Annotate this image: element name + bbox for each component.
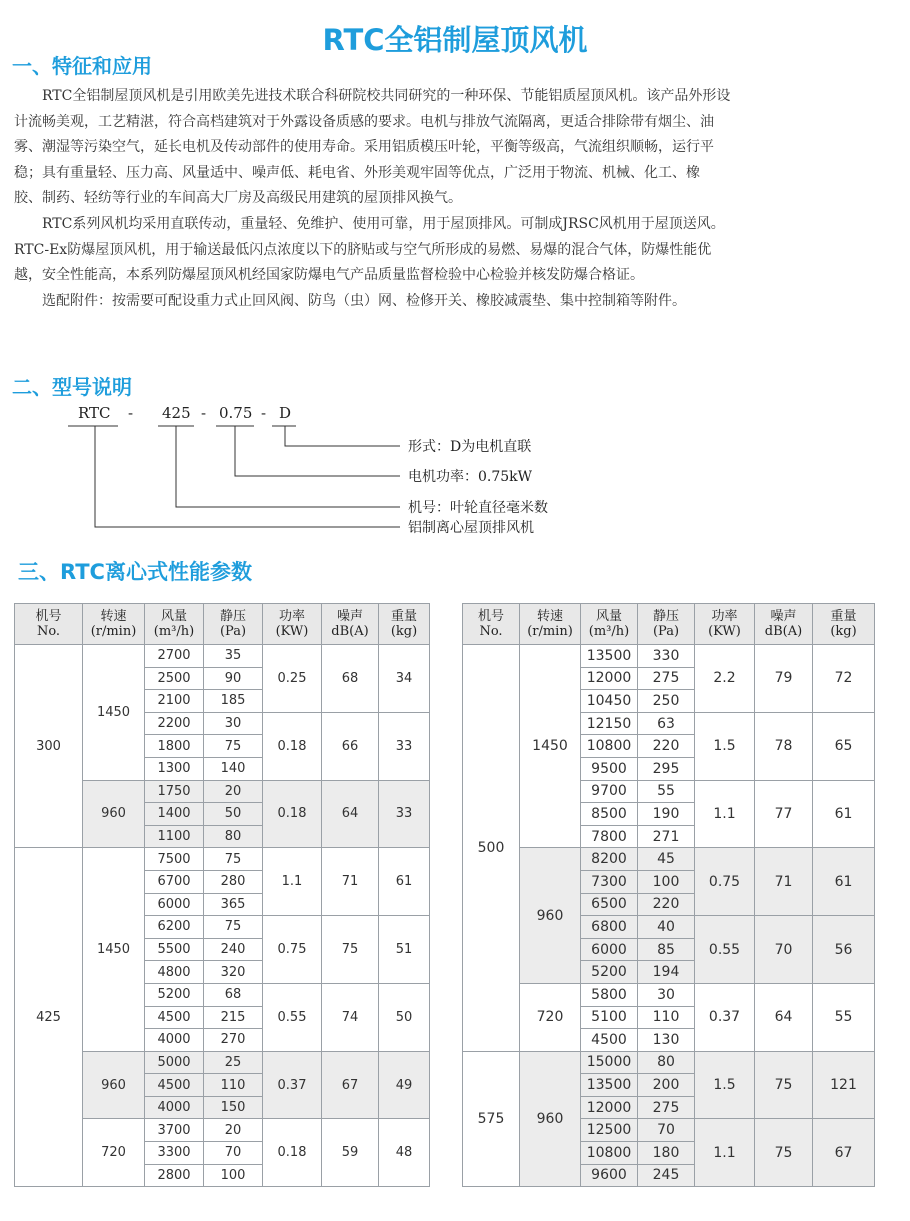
header-noise: 噪声 dB(A) [322, 604, 379, 645]
air-volume-cell: 1800 [145, 735, 204, 758]
intro-line: RTC全铝制屋顶风机是引用欧美先进技术联合科研院校共同研究的一种环保、节能铝质屋顶风机。该产品外形设 [42, 88, 731, 104]
model-desc-type: 铝制离心屋顶排风机 [408, 520, 534, 536]
speed-cell: 960 [520, 848, 581, 984]
power-cell: 1.5 [695, 712, 755, 780]
weight-cell: 55 [813, 983, 875, 1051]
static-pressure-cell: 40 [638, 916, 695, 939]
header-static-pressure: 静压 (Pa) [204, 604, 263, 645]
air-volume-cell: 1750 [145, 780, 204, 803]
static-pressure-cell: 110 [638, 1006, 695, 1029]
model-desc-form: 形式：D为电机直联 [408, 439, 532, 455]
static-pressure-cell: 25 [204, 1051, 263, 1074]
weight-cell: 67 [813, 1119, 875, 1187]
static-pressure-cell: 270 [204, 1029, 263, 1052]
speed-cell: 720 [83, 1119, 145, 1187]
header-air-volume: 风量 (m³/h) [145, 604, 204, 645]
air-volume-cell: 1100 [145, 825, 204, 848]
table-row [15, 848, 430, 871]
speed-cell: 1450 [520, 645, 581, 848]
air-volume-cell: 6800 [581, 916, 638, 939]
weight-cell: 34 [379, 645, 430, 713]
static-pressure-cell: 20 [204, 780, 263, 803]
static-pressure-cell: 35 [204, 645, 263, 668]
section-model-heading: 二、型号说明 [12, 375, 132, 399]
air-volume-cell: 4500 [145, 1074, 204, 1097]
air-volume-cell: 2100 [145, 690, 204, 713]
header-weight: 重量 (kg) [379, 604, 430, 645]
static-pressure-cell: 365 [204, 893, 263, 916]
static-pressure-cell: 320 [204, 961, 263, 984]
noise-cell: 79 [755, 645, 813, 713]
air-volume-cell: 5800 [581, 983, 638, 1006]
header-noise: 噪声 dB(A) [755, 604, 813, 645]
static-pressure-cell: 50 [204, 803, 263, 826]
air-volume-cell: 9700 [581, 780, 638, 803]
speed-cell: 960 [83, 1051, 145, 1119]
intro-line: 稳；具有重量轻、压力高、风量适中、噪声低、耗电省、外形美观牢固等优点，广泛用于物流、机械、化工、橡 [14, 164, 700, 181]
air-volume-cell: 8500 [581, 803, 638, 826]
air-volume-cell: 15000 [581, 1051, 638, 1074]
weight-cell: 33 [379, 780, 430, 848]
air-volume-cell: 10800 [581, 1142, 638, 1165]
weight-cell: 56 [813, 916, 875, 984]
header-model-no: 机号 No. [15, 604, 83, 645]
air-volume-cell: 3300 [145, 1142, 204, 1165]
section-performance-heading: 三、RTC离心式性能参数 [18, 560, 252, 584]
air-volume-cell: 12000 [581, 1096, 638, 1119]
weight-cell: 72 [813, 645, 875, 713]
table-row [15, 645, 430, 668]
intro-line: RTC-Ex防爆屋顶风机，用于输送最低闪点浓度以下的脐贴或与空气所形成的易燃、易爆的混合气体，防爆性能优 [14, 241, 712, 258]
intro-line: RTC系列风机均采用直联传动，重量轻、免维护、使用可靠，用于屋顶排风。可制成JRSC风机用于屋顶送风。 [42, 215, 725, 232]
static-pressure-cell: 30 [204, 712, 263, 735]
air-volume-cell: 2800 [145, 1164, 204, 1187]
static-pressure-cell: 80 [638, 1051, 695, 1074]
performance-table-right [462, 603, 875, 1187]
power-cell: 0.18 [263, 712, 322, 780]
air-volume-cell: 5000 [145, 1051, 204, 1074]
noise-cell: 64 [322, 780, 379, 848]
static-pressure-cell: 55 [638, 780, 695, 803]
air-volume-cell: 1400 [145, 803, 204, 826]
air-volume-cell: 7500 [145, 848, 204, 871]
table-row [463, 645, 875, 668]
table-header-row [15, 604, 430, 645]
static-pressure-cell: 215 [204, 1006, 263, 1029]
performance-table-left [14, 603, 430, 1187]
air-volume-cell: 5200 [581, 961, 638, 984]
noise-cell: 67 [322, 1051, 379, 1119]
power-cell: 1.5 [695, 1051, 755, 1119]
noise-cell: 66 [322, 712, 379, 780]
power-cell: 0.75 [695, 848, 755, 916]
static-pressure-cell: 110 [204, 1074, 263, 1097]
model-code-dash: - [201, 404, 207, 422]
weight-cell: 61 [379, 848, 430, 916]
air-volume-cell: 9600 [581, 1164, 638, 1187]
air-volume-cell: 5200 [145, 983, 204, 1006]
weight-cell: 49 [379, 1051, 430, 1119]
air-volume-cell: 12500 [581, 1119, 638, 1142]
weight-cell: 33 [379, 712, 430, 780]
air-volume-cell: 4500 [581, 1029, 638, 1052]
static-pressure-cell: 63 [638, 712, 695, 735]
static-pressure-cell: 271 [638, 825, 695, 848]
weight-cell: 50 [379, 983, 430, 1051]
model-no-cell: 575 [463, 1051, 520, 1187]
air-volume-cell: 8200 [581, 848, 638, 871]
speed-cell: 960 [520, 1051, 581, 1187]
weight-cell: 121 [813, 1051, 875, 1119]
air-volume-cell: 1300 [145, 757, 204, 780]
noise-cell: 71 [755, 848, 813, 916]
power-cell: 0.25 [263, 645, 322, 713]
static-pressure-cell: 150 [204, 1096, 263, 1119]
model-code-size: 425 [162, 404, 191, 422]
power-cell: 1.1 [263, 848, 322, 916]
noise-cell: 59 [322, 1119, 379, 1187]
table-row [463, 1051, 875, 1074]
static-pressure-cell: 194 [638, 961, 695, 984]
intro-line: 选配附件：按需要可配设重力式止回风阀、防鸟（虫）网、检修开关、橡胶减震垫、集中控制箱等附件。 [42, 292, 686, 309]
air-volume-cell: 10450 [581, 690, 638, 713]
intro-text [14, 84, 894, 314]
static-pressure-cell: 90 [204, 667, 263, 690]
static-pressure-cell: 190 [638, 803, 695, 826]
noise-cell: 68 [322, 645, 379, 713]
model-no-cell: 425 [15, 848, 83, 1187]
power-cell: 0.37 [263, 1051, 322, 1119]
air-volume-cell: 5500 [145, 938, 204, 961]
air-volume-cell: 13500 [581, 645, 638, 668]
speed-cell: 960 [83, 780, 145, 848]
air-volume-cell: 2700 [145, 645, 204, 668]
air-volume-cell: 6700 [145, 870, 204, 893]
static-pressure-cell: 45 [638, 848, 695, 871]
intro-line: 越，安全性能高，本系列防爆屋顶风机经国家防爆电气产品质量监督检验中心检验并核发防爆合格证。 [14, 267, 644, 284]
static-pressure-cell: 220 [638, 893, 695, 916]
weight-cell: 61 [813, 780, 875, 848]
air-volume-cell: 13500 [581, 1074, 638, 1097]
air-volume-cell: 4000 [145, 1029, 204, 1052]
weight-cell: 48 [379, 1119, 430, 1187]
static-pressure-cell: 20 [204, 1119, 263, 1142]
header-weight: 重量 (kg) [813, 604, 875, 645]
noise-cell: 75 [755, 1119, 813, 1187]
static-pressure-cell: 280 [204, 870, 263, 893]
noise-cell: 78 [755, 712, 813, 780]
table-row [463, 848, 875, 871]
table-header-row [463, 604, 875, 645]
page-title: RTC全铝制屋顶风机 [322, 23, 588, 57]
model-desc-power: 电机功率：0.75kW [408, 469, 533, 485]
noise-cell: 71 [322, 848, 379, 916]
header-power: 功率 (KW) [263, 604, 322, 645]
noise-cell: 64 [755, 983, 813, 1051]
static-pressure-cell: 70 [204, 1142, 263, 1165]
air-volume-cell: 3700 [145, 1119, 204, 1142]
static-pressure-cell: 75 [204, 848, 263, 871]
noise-cell: 74 [322, 983, 379, 1051]
static-pressure-cell: 220 [638, 735, 695, 758]
air-volume-cell: 7800 [581, 825, 638, 848]
model-code-dash: - [128, 404, 134, 422]
model-code-dash: - [261, 404, 267, 422]
air-volume-cell: 6500 [581, 893, 638, 916]
air-volume-cell: 12000 [581, 667, 638, 690]
static-pressure-cell: 80 [204, 825, 263, 848]
static-pressure-cell: 295 [638, 757, 695, 780]
static-pressure-cell: 85 [638, 938, 695, 961]
static-pressure-cell: 100 [204, 1164, 263, 1187]
air-volume-cell: 4500 [145, 1006, 204, 1029]
static-pressure-cell: 70 [638, 1119, 695, 1142]
air-volume-cell: 12150 [581, 712, 638, 735]
power-cell: 0.18 [263, 780, 322, 848]
power-cell: 1.1 [695, 780, 755, 848]
noise-cell: 75 [322, 916, 379, 984]
weight-cell: 65 [813, 712, 875, 780]
power-cell: 0.75 [263, 916, 322, 984]
air-volume-cell: 10800 [581, 735, 638, 758]
noise-cell: 70 [755, 916, 813, 984]
table-row [463, 983, 875, 1006]
header-speed: 转速 (r/min) [83, 604, 145, 645]
air-volume-cell: 9500 [581, 757, 638, 780]
model-desc-size: 机号：叶轮直径毫米数 [408, 500, 548, 516]
static-pressure-cell: 30 [638, 983, 695, 1006]
power-cell: 0.55 [263, 983, 322, 1051]
model-code-power: 0.75 [219, 404, 253, 422]
power-cell: 0.37 [695, 983, 755, 1051]
air-volume-cell: 7300 [581, 870, 638, 893]
static-pressure-cell: 75 [204, 916, 263, 939]
air-volume-cell: 6000 [145, 893, 204, 916]
static-pressure-cell: 68 [204, 983, 263, 1006]
intro-line: 计流畅美观，工艺精湛，符合高档建筑对于外露设备质感的要求。电机与排放气流隔离，更适合排除带有烟尘、油 [14, 113, 714, 130]
power-cell: 2.2 [695, 645, 755, 713]
intro-line: 胶、制药、轻纺等行业的车间高大厂房及高级民用建筑的屋顶排风换气。 [14, 190, 462, 207]
static-pressure-cell: 200 [638, 1074, 695, 1097]
header-static-pressure: 静压 (Pa) [638, 604, 695, 645]
static-pressure-cell: 250 [638, 690, 695, 713]
model-code-form: D [279, 404, 292, 422]
noise-cell: 75 [755, 1051, 813, 1119]
static-pressure-cell: 275 [638, 667, 695, 690]
static-pressure-cell: 140 [204, 757, 263, 780]
air-volume-cell: 4000 [145, 1096, 204, 1119]
power-cell: 1.1 [695, 1119, 755, 1187]
speed-cell: 1450 [83, 645, 145, 781]
static-pressure-cell: 130 [638, 1029, 695, 1052]
static-pressure-cell: 275 [638, 1096, 695, 1119]
air-volume-cell: 2500 [145, 667, 204, 690]
header-model-no: 机号 No. [463, 604, 520, 645]
power-cell: 0.55 [695, 916, 755, 984]
static-pressure-cell: 245 [638, 1164, 695, 1187]
air-volume-cell: 6000 [581, 938, 638, 961]
power-cell: 0.18 [263, 1119, 322, 1187]
speed-cell: 1450 [83, 848, 145, 1051]
static-pressure-cell: 75 [204, 735, 263, 758]
air-volume-cell: 4800 [145, 961, 204, 984]
section-features-heading: 一、特征和应用 [12, 54, 152, 78]
static-pressure-cell: 240 [204, 938, 263, 961]
air-volume-cell: 2200 [145, 712, 204, 735]
air-volume-cell: 6200 [145, 916, 204, 939]
header-air-volume: 风量 (m³/h) [581, 604, 638, 645]
header-power: 功率 (KW) [695, 604, 755, 645]
static-pressure-cell: 180 [638, 1142, 695, 1165]
model-code-series: RTC [78, 404, 111, 422]
static-pressure-cell: 185 [204, 690, 263, 713]
model-no-cell: 500 [463, 645, 520, 1052]
weight-cell: 61 [813, 848, 875, 916]
static-pressure-cell: 100 [638, 870, 695, 893]
speed-cell: 720 [520, 983, 581, 1051]
static-pressure-cell: 330 [638, 645, 695, 668]
noise-cell: 77 [755, 780, 813, 848]
weight-cell: 51 [379, 916, 430, 984]
intro-line: 雾、潮湿等污染空气，延长电机及传动部件的使用寿命。采用铝质模压叶轮，平衡等级高，气流组织顺畅，运行平 [14, 139, 714, 156]
header-speed: 转速 (r/min) [520, 604, 581, 645]
model-no-cell: 300 [15, 645, 83, 848]
air-volume-cell: 5100 [581, 1006, 638, 1029]
